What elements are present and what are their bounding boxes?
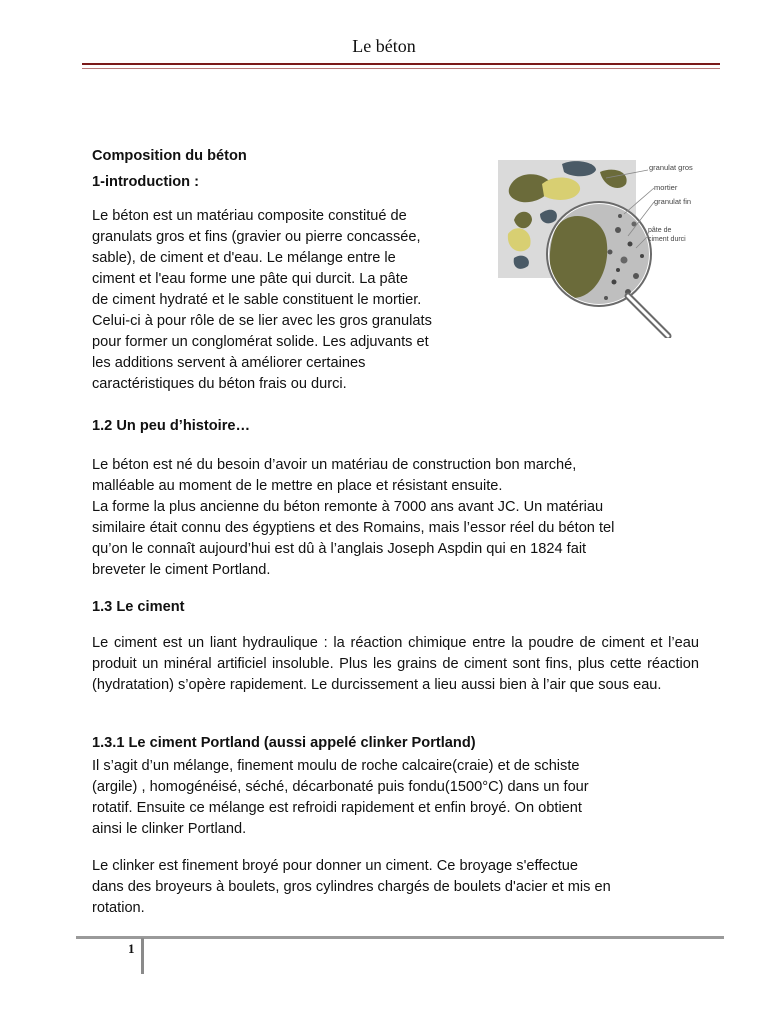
label-pate-line1: pâte de <box>648 227 672 234</box>
text-line: Il s’agit d’un mélange, finement moulu de roche calcaire(craie) et de schiste <box>92 758 580 774</box>
history-heading: 1.2 Un peu d’histoire… <box>92 418 251 434</box>
clinker-paragraph <box>92 856 712 919</box>
portland-heading: 1.3.1 Le ciment Portland (aussi appelé clinker Portland) <box>92 735 476 751</box>
text-line: breveter le ciment Portland. <box>92 562 271 578</box>
text-line: caractéristiques du béton frais ou durci. <box>92 376 347 392</box>
concrete-composition-figure <box>496 158 720 338</box>
section-title: Composition du béton <box>92 148 247 164</box>
text-line: rotation. <box>92 900 145 916</box>
label-pate-line2: ciment durci <box>648 236 686 243</box>
text-line: pour former un conglomérat solide. Les adjuvants et <box>92 334 429 350</box>
header-rule <box>82 63 720 65</box>
label-granulat-fin: granulat fin <box>654 197 692 206</box>
text-line: similaire était connu des égyptiens et des Romains, mais l’essor réel du béton tel <box>92 520 615 536</box>
text-line: les additions servent à améliorer certaines <box>92 355 366 371</box>
header-rule-thin <box>82 68 720 69</box>
footer-rule <box>76 936 724 939</box>
text-line: Le clinker est finement broyé pour donner un ciment. Ce broyage s'effectue <box>92 858 579 874</box>
text-line: malléable au moment de le mettre en place et résistant ensuite. <box>92 478 503 494</box>
ciment-paragraph: Le ciment est un liant hydraulique : la réaction chimique entre la poudre de ciment et l’eau produit un minéral artificiel insoluble. Plus les grains de ciment sont fins, plus cette réaction (hydratation) s’opère rapidement. Le durcissement a lieu aussi bien à l’air que sous eau. <box>92 635 699 693</box>
intro-heading: 1-introduction : <box>92 174 200 190</box>
text-line: rotatif. Ensuite ce mélange est refroidi rapidement et enfin broyé. On obtient <box>92 800 582 816</box>
intro-paragraph <box>92 206 492 395</box>
text-line: de ciment hydraté et le sable constituent le mortier. <box>92 292 422 308</box>
text-line: qu’on le connaît aujourd’hui est dû à l’anglais Joseph Aspdin qui en 1824 fait <box>92 541 587 557</box>
text-line: ainsi le clinker Portland. <box>92 821 247 837</box>
text-line: La forme la plus ancienne du béton remonte à 7000 ans avant JC. Un matériau <box>92 499 604 515</box>
label-granulat-gros: granulat gros <box>649 163 693 172</box>
text-line: sable), de ciment et d'eau. Le mélange entre le <box>92 250 396 266</box>
text-line: dans des broyeurs à boulets, gros cylindres chargés de boulets d'acier et mis en <box>92 879 611 895</box>
footer-divider <box>141 938 144 974</box>
aggregate <box>542 177 580 199</box>
concrete-diagram <box>496 158 720 338</box>
text-line: Le béton est né du besoin d’avoir un matériau de construction bon marché, <box>92 457 577 473</box>
text-line: Celui-ci à pour rôle de se lier avec les gros granulats <box>92 313 432 329</box>
text-line: Le béton est un matériau composite constitué de <box>92 208 407 224</box>
text-line: granulats gros et fins (gravier ou pierre concassée, <box>92 229 421 245</box>
page-header-title: Le béton <box>352 36 416 56</box>
history-paragraph <box>92 455 712 581</box>
aggregate <box>514 256 529 269</box>
page-number: 1 <box>128 941 135 956</box>
text-line: (argile) , homogénéisé, séché, décarbonaté puis fondu(1500°C) dans un four <box>92 779 589 795</box>
portland-paragraph <box>92 756 712 840</box>
text-line: ciment et l'eau forme une pâte qui durcit. La pâte <box>92 271 408 287</box>
label-mortier: mortier <box>654 183 678 192</box>
ciment-heading: 1.3 Le ciment <box>92 599 185 615</box>
